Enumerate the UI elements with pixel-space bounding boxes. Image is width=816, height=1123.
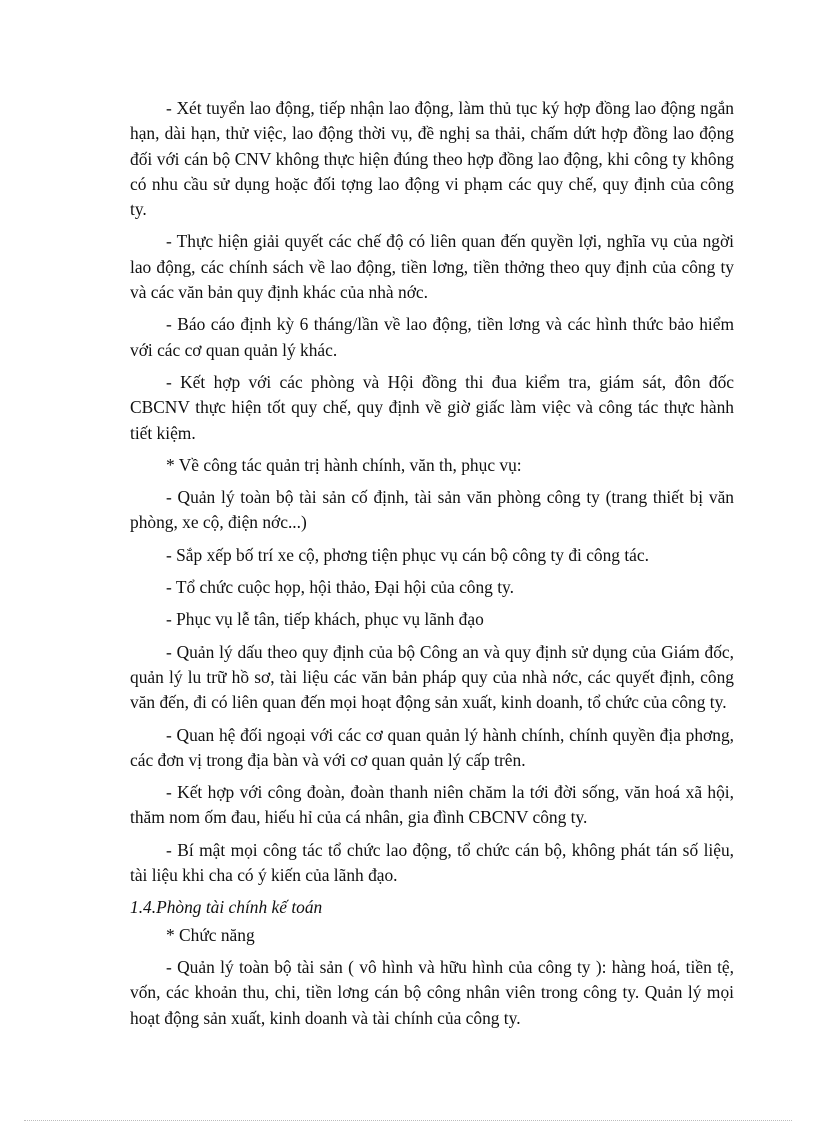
- document-page: [130, 96, 734, 1038]
- section-function-heading: * Chức năng: [166, 924, 255, 945]
- paragraph-inspection: - Kết hợp với các phòng và Hội đồng thi đua kiểm tra, giám sát, đôn đốc CBCNV thực hiện tốt quy chế, quy định về giờ giấc làm việc và công tác thực hành tiết kiệm.: [130, 371, 734, 443]
- section-finance-title: 1.4.Phòng tài chính kế toán: [130, 897, 323, 918]
- page-bottom-divider: [24, 1120, 792, 1121]
- paragraph-union: - Kết hợp với công đoàn, đoàn thanh niên chăm la tới đời sống, văn hoá xã hội, thăm nom ốm đau, hiếu hỉ của cá nhân, gia đình CBCNV công ty.: [130, 782, 734, 828]
- paragraph-reception: - Phục vụ lễ tân, tiếp khách, phục vụ lãnh đạo: [166, 609, 484, 630]
- paragraph-recruitment: - Xét tuyển lao động, tiếp nhận lao động, làm thủ tục ký hợp đồng lao động ngắn hạn, dài hạn, thử việc, lao động thời vụ, đề nghị sa thải, chấm dứt hợp đồng lao động đối với cán bộ CNV không thực hiện đúng theo hợp đồng lao động, khi công ty không có nhu cầu sử dụng hoặc đối tợng lao động vi phạm các quy chế, quy định của công ty.: [130, 98, 734, 220]
- paragraph-report: - Báo cáo định kỳ 6 tháng/lần về lao động, tiền lơng và các hình thức bảo hiểm với các cơ quan quản lý khác.: [130, 314, 734, 360]
- paragraph-assets: - Quản lý toàn bộ tài sản cố định, tài sản văn phòng công ty (trang thiết bị văn phòng, xe cộ, điện nớc...): [130, 487, 734, 533]
- paragraph-asset-management: - Quản lý toàn bộ tài sản ( vô hình và hữu hình của công ty ): hàng hoá, tiền tệ, vốn, các khoản thu, chi, tiền lơng cán bộ công nhân viên trong công ty. Quản lý mọi hoạt động sản xuất, kinh doanh và tài chính của công ty.: [130, 956, 734, 1028]
- paragraph-benefits: - Thực hiện giải quyết các chế độ có liên quan đến quyền lợi, nghĩa vụ của ngời lao động, các chính sách về lao động, tiền lơng, tiền thởng theo quy định của công ty và các văn bản quy định khác của nhà nớc.: [130, 231, 734, 303]
- paragraph-meetings: - Tổ chức cuộc họp, hội thảo, Đại hội của công ty.: [166, 577, 514, 598]
- paragraph-seal-archive: - Quản lý dấu theo quy định của bộ Công an và quy định sử dụng của Giám đốc, quản lý lu trữ hồ sơ, tài liệu các văn bản pháp quy của nhà nớc, các quyết định, công văn đến, đi có liên quan đến mọi hoạt động sản xuất, kinh doanh, tổ chức của công ty.: [130, 641, 734, 713]
- paragraph-vehicles: - Sắp xếp bố trí xe cộ, phơng tiện phục vụ cán bộ công ty đi công tác.: [166, 544, 649, 565]
- paragraph-external-relations: - Quan hệ đối ngoại với các cơ quan quản lý hành chính, chính quyền địa phơng, các đơn vị trong địa bàn và với cơ quan quản lý cấp trên.: [130, 724, 734, 770]
- paragraph-confidentiality: - Bí mật mọi công tác tổ chức lao động, tổ chức cán bộ, không phát tán số liệu, tài liệu khi cha có ý kiến của lãnh đạo.: [130, 839, 734, 886]
- section-admin-heading: * Về công tác quản trị hành chính, văn th, phục vụ:: [166, 454, 522, 475]
